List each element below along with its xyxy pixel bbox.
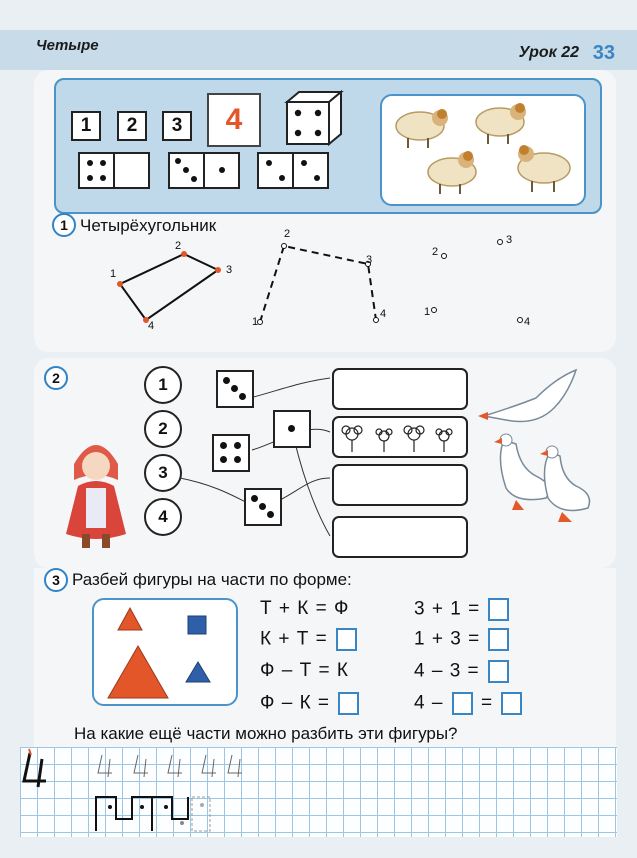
number-card-4: 4 [207, 93, 261, 147]
question-text: На какие ещё части можно разбить эти фигуры? [74, 724, 458, 743]
quadrilateral-dashed [250, 236, 390, 336]
vertex-label: 1 [110, 268, 117, 280]
die-four-icon [212, 434, 250, 472]
chapter-title: Четыре [36, 37, 99, 54]
cube-die-icon [283, 88, 345, 148]
blue-triangle-icon [186, 662, 210, 682]
vertex-label: 4 [380, 308, 387, 320]
sheep-picture [380, 94, 586, 206]
flowers-icon [334, 418, 466, 456]
domino-four-blank-icon [78, 152, 150, 190]
count-circle-4: 4 [144, 498, 182, 536]
vertex-label: 3 [366, 254, 373, 266]
task-1-title: Четырёхугольник [80, 216, 217, 235]
count-circle-2: 2 [144, 410, 182, 448]
number-card-1: 1 [71, 111, 101, 141]
vertex-label: 3 [226, 264, 233, 276]
equation-right-1: 3 + 1 = [414, 598, 511, 621]
free-points [420, 230, 540, 330]
small-triangle-icon [118, 608, 142, 630]
equation-left-2: К + Т = [260, 628, 359, 651]
lesson-title: Урок 22 [518, 44, 579, 61]
answer-box[interactable] [336, 628, 357, 651]
matching-lines [180, 360, 340, 560]
answer-box[interactable] [338, 692, 359, 715]
number-card-3: 3 [162, 111, 192, 141]
vertex-label: 4 [524, 316, 531, 328]
big-triangle-icon [108, 646, 168, 698]
equation-left-3: Ф – Т = К [260, 660, 349, 681]
die-one-icon [273, 410, 311, 448]
vertex-label: 2 [175, 240, 182, 252]
shapes-box [92, 598, 238, 706]
equation-right-4: 4 – = [414, 692, 524, 715]
quadrilateral-solid [100, 238, 240, 338]
vertex-label: 1 [252, 316, 259, 328]
equation-right-2: 1 + 3 = [414, 628, 511, 651]
task-2-number: 2 [44, 366, 68, 390]
shapes-illustration [94, 600, 236, 704]
equation-left-1: Т + К = Ф [260, 598, 350, 619]
count-circle-3: 3 [144, 454, 182, 492]
handwriting-samples [20, 747, 617, 837]
die-three-diagonal-icon [244, 488, 282, 526]
answer-box[interactable] [488, 598, 509, 621]
answer-box[interactable] [488, 628, 509, 651]
girl-illustration-icon [56, 430, 136, 554]
number-card-2: 2 [117, 111, 147, 141]
task-1-number: 1 [52, 213, 76, 237]
answer-slot-1[interactable] [332, 368, 468, 410]
equation-left-4: Ф – К = [260, 692, 361, 715]
answer-box[interactable] [501, 692, 522, 715]
page-number: 33 [592, 42, 615, 64]
domino-three-one-icon [168, 152, 240, 190]
task-3-number: 3 [44, 568, 68, 592]
answer-slot-4[interactable] [332, 516, 468, 558]
answer-box[interactable] [488, 660, 509, 683]
equation-right-3: 4 – 3 = [414, 660, 511, 683]
flowers-slot [332, 416, 468, 458]
answer-slot-3[interactable] [332, 464, 468, 506]
die-three-icon [216, 370, 254, 408]
blue-square-icon [188, 616, 206, 634]
domino-two-two-icon [257, 152, 329, 190]
vertex-label: 2 [284, 228, 291, 240]
vertex-label: 4 [148, 320, 155, 332]
geese-illustration-icon [476, 368, 596, 528]
task-3-title: Разбей фигуры на части по форме: [72, 570, 352, 589]
answer-box[interactable] [452, 692, 473, 715]
writing-grid[interactable] [20, 747, 617, 837]
sheep-illustration-icon [382, 96, 584, 204]
vertex-label: 1 [424, 306, 431, 318]
vertex-label: 2 [432, 246, 439, 258]
vertex-label: 3 [506, 234, 513, 246]
count-circle-1: 1 [144, 366, 182, 404]
